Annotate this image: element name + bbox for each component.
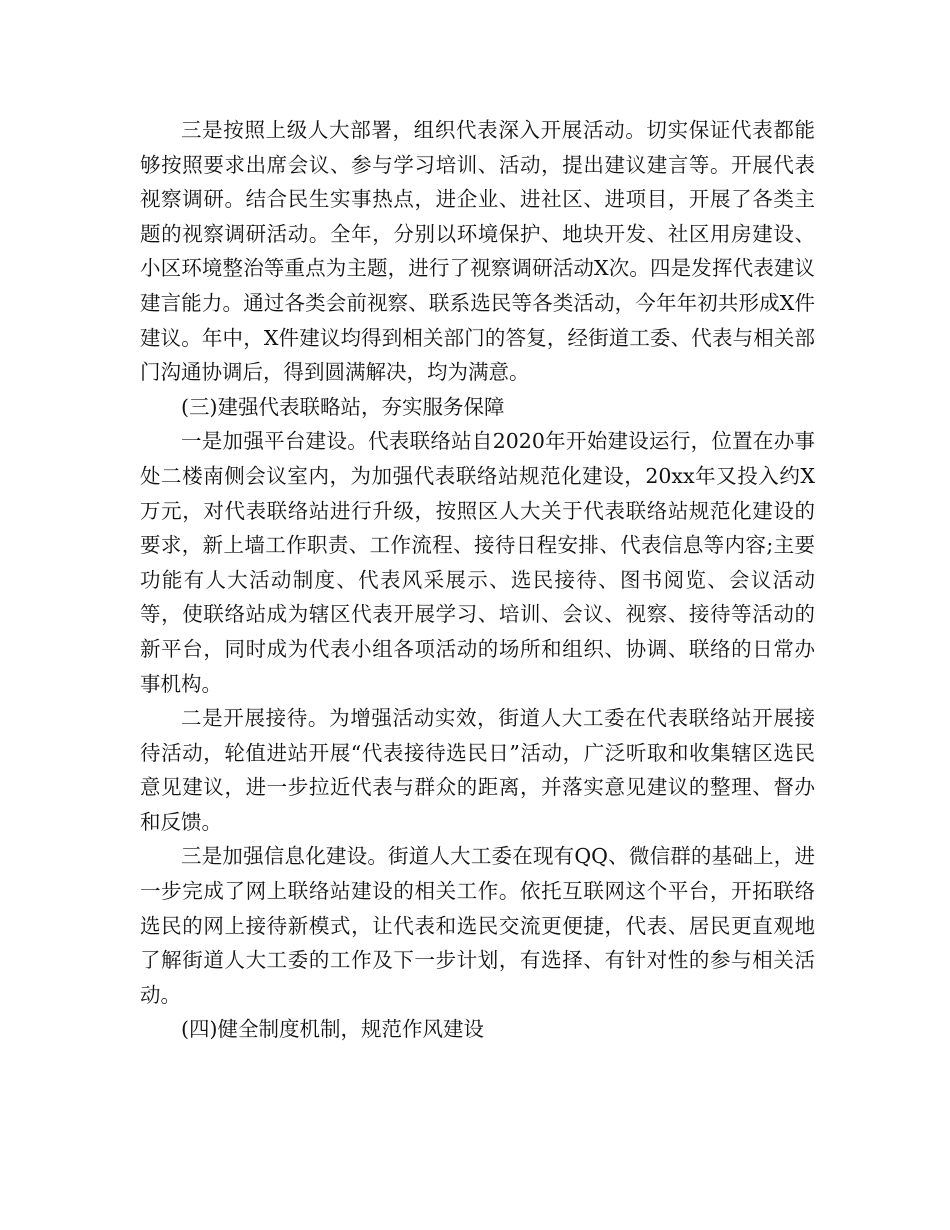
paragraph-representative-activities: 三是按照上级人大部署，组织代表深入开展活动。切实保证代表都能够按照要求出席会议、参与学习培训、活动，提出建议建言等。开展代表视察调研。结合民生实事热点，进企业、进社区、进项目，开展了各类主题的视察调研活动。全年，分别以环境保护、地块开发、社区用房建设、小区环境整治等重点为主题，进行了视察调研活动X次。四是发挥代表建议建言能力。通过各类会前视察、联系选民等各类活动，今年年初共形成X件建议。年中，X件建议均得到相关部门的答复，经街道工委、代表与相关部门沟通协调后，得到圆满解决，均为满意。: [140, 118, 815, 385]
document-body: [140, 113, 815, 1047]
paragraph-informatization: 三是加强信息化建设。街道人大工委在现有QQ、微信群的基础上，进一步完成了网上联络站建设的相关工作。依托互联网这个平台，开拓联络选民的网上接待新模式，让代表和选民交流更便捷，代表、居民更直观地了解街道人大工委的工作及下一步计划，有选择、有针对性的参与相关活动。: [140, 844, 815, 1007]
paragraph-reception: 二是开展接待。为增强活动实效，街道人大工委在代表联络站开展接待活动，轮值进站开展“代表接待选民日”活动，广泛听取和收集辖区选民意见建议，进一步拉近代表与群众的距离，并落实意见建议的整理、督办和反馈。: [140, 706, 815, 834]
section-heading-4: (四)健全制度机制，规范作风建设: [181, 1017, 484, 1042]
paragraph-platform-construction: 一是加强平台建设。代表联络站自2020年开始建设运行，位置在办事处二楼南侧会议室内，为加强代表联络站规范化建设，20xx年又投入约X万元，对代表联络站进行升级，按照区人大关于代表联络站规范化建设的要求，新上墙工作职责、工作流程、接待日程安排、代表信息等内容;主要功能有人大活动制度、代表风采展示、选民接待、图书阅览、会议活动等，使联络站成为辖区代表开展学习、培训、会议、视察、接待等活动的新平台，同时成为代表小组各项活动的场所和组织、协调、联络的日常办事机构。: [140, 429, 815, 696]
section-heading-3: (三)建强代表联略站，夯实服务保障: [181, 394, 505, 419]
